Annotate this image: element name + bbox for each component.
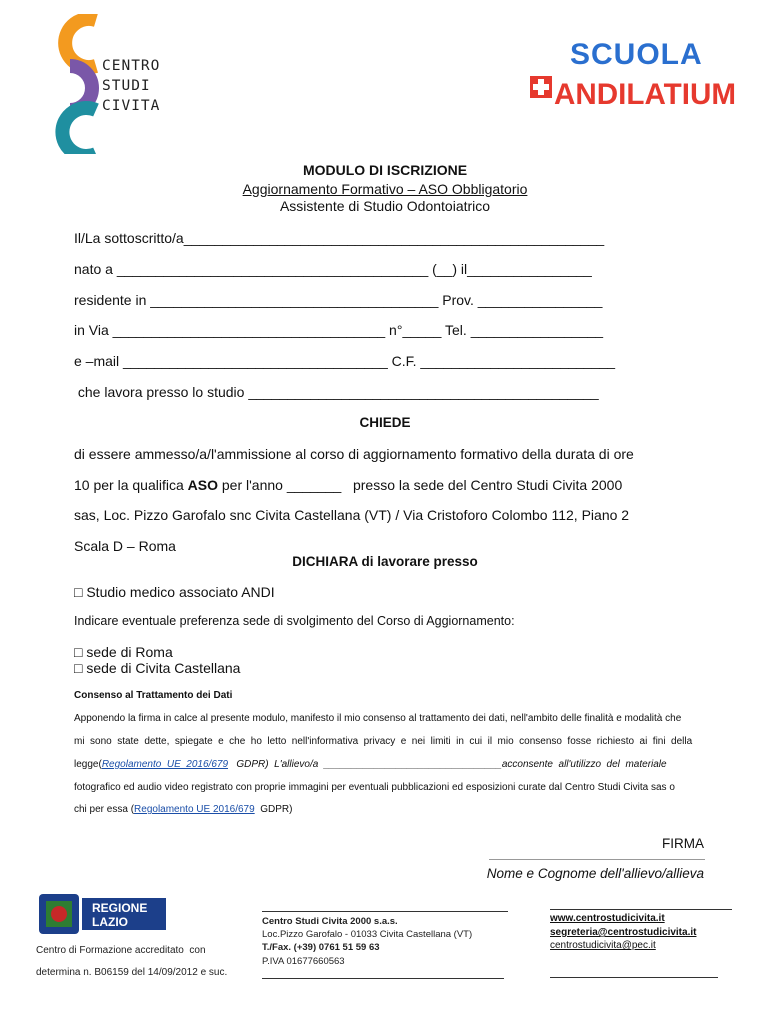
regione-lazio-logo	[38, 892, 168, 936]
form-subtitle-role: Assistente di Studio Odontoiatrico	[279, 198, 491, 214]
consenso-line-2: mi sono state dette, spiegate e che ho letto nell'informativa privacy e nei limiti in cui il mio consenso fosse richiesto ai fini della	[74, 736, 693, 747]
field-sottoscritto[interactable]: Il/La sottoscritto/a______________________________________________________	[74, 230, 605, 246]
andi-logo-line-2: ANDILATIUM	[554, 78, 736, 111]
lazio-logo-line-1: REGIONE	[92, 901, 148, 915]
firma-label: FIRMA	[662, 836, 704, 851]
chiede-heading: CHIEDE	[359, 415, 411, 430]
gdpr-link-1[interactable]: Regolamento UE 2016/679	[101, 759, 229, 770]
centro-studi-civita-wordmark	[102, 56, 160, 116]
aso-qualifica: ASO	[187, 477, 218, 493]
form-subtitle-course: Aggiornamento Formativo – ASO Obbligatorio	[242, 181, 528, 197]
lazio-logo-line-2: LAZIO	[92, 915, 128, 929]
email-link[interactable]: segreteria@centrostudicivita.it	[550, 927, 697, 938]
footer-right-bottom-rule	[550, 977, 718, 978]
signature-line[interactable]	[489, 859, 705, 860]
company-address: Loc.Pizzo Garofalo - 01033 Civita Castellana (VT)	[262, 929, 473, 940]
company-name: Centro Studi Civita 2000 s.a.s.	[262, 916, 398, 927]
footer-right-top-rule	[550, 909, 732, 910]
consenso-line-5: chi per essa (Regolamento UE 2016/679 GDPR)	[74, 804, 293, 815]
preferenza-sede-text: Indicare eventuale preferenza sede di svolgimento del Corso di Aggiornamento:	[74, 614, 515, 628]
field-studio[interactable]: che lavora presso lo studio _____________________________________________	[74, 384, 599, 400]
pec-link[interactable]: centrostudicivita@pec.it	[550, 940, 656, 951]
consenso-line-3: legge(Regolamento UE 2016/679 GDPR) L'allievo/a ________________________________acconsente all'utilizzo del materiale	[74, 759, 667, 770]
footer-mid-top-rule	[262, 911, 508, 912]
checkbox-sede-roma[interactable]: □ sede di Roma	[74, 644, 173, 660]
consenso-line-1: Apponendo la firma in calce al presente modulo, manifesto il mio consenso al trattamento dei dati, nell'ambito delle finalità e modalità che	[74, 713, 682, 724]
andi-logo-line-1: SCUOLA	[570, 38, 703, 71]
org-line-2: STUDI	[102, 78, 151, 94]
dichiara-heading: DICHIARA di lavorare presso	[292, 554, 478, 569]
field-residente[interactable]: residente in _____________________________________ Prov. ________________	[74, 292, 603, 308]
form-title: MODULO DI ISCRIZIONE	[302, 162, 468, 178]
chiede-line-1: di essere ammesso/a/l'ammissione al corso di aggiornamento formativo della durata di ore	[74, 446, 634, 462]
footer-mid-bottom-rule	[262, 978, 504, 979]
accreditation-line-2: determina n. B06159 del 14/09/2012 e suc.	[36, 967, 228, 978]
website-link[interactable]: www.centrostudicivita.it	[550, 913, 665, 924]
scuola-andi-latium-logo	[528, 32, 738, 114]
company-piva: P.IVA 01677660563	[262, 956, 345, 967]
consenso-heading: Consenso al Trattamento dei Dati	[74, 690, 233, 701]
org-line-1: CENTRO	[102, 58, 161, 74]
checkbox-studio-andi[interactable]: □ Studio medico associato ANDI	[74, 584, 275, 600]
firma-name-caption: Nome e Cognome dell'allievo/allieva	[486, 866, 704, 881]
field-email-cf[interactable]: e –mail __________________________________ C.F. _________________________	[74, 353, 616, 369]
checkbox-sede-civita[interactable]: □ sede di Civita Castellana	[74, 660, 241, 676]
field-nato-a[interactable]: nato a ________________________________________ (__) il________________	[74, 261, 592, 277]
chiede-line-2: 10 per la qualifica ASO per l'anno _______ presso la sede del Centro Studi Civita 2000	[74, 477, 623, 493]
company-phone: T./Fax. (+39) 0761 51 59 63	[262, 942, 380, 953]
gdpr-link-2[interactable]: Regolamento UE 2016/679	[134, 804, 255, 815]
field-via-tel[interactable]: in Via ___________________________________ n°_____ Tel. _________________	[74, 322, 604, 338]
chiede-line-3: sas, Loc. Pizzo Garofalo snc Civita Castellana (VT) / Via Cristoforo Colombo 112, Piano 2	[74, 507, 630, 523]
accreditation-line-1: Centro di Formazione accreditato con	[36, 945, 206, 956]
org-line-3: CIVITA	[102, 98, 161, 114]
consenso-line-4: fotografico ed audio video registrato con proprie immagini per eventuali pubblicazioni ed esposizioni curate dal Centro Studi Civita sas o	[74, 782, 675, 793]
chiede-line-4: Scala D – Roma	[74, 538, 176, 554]
